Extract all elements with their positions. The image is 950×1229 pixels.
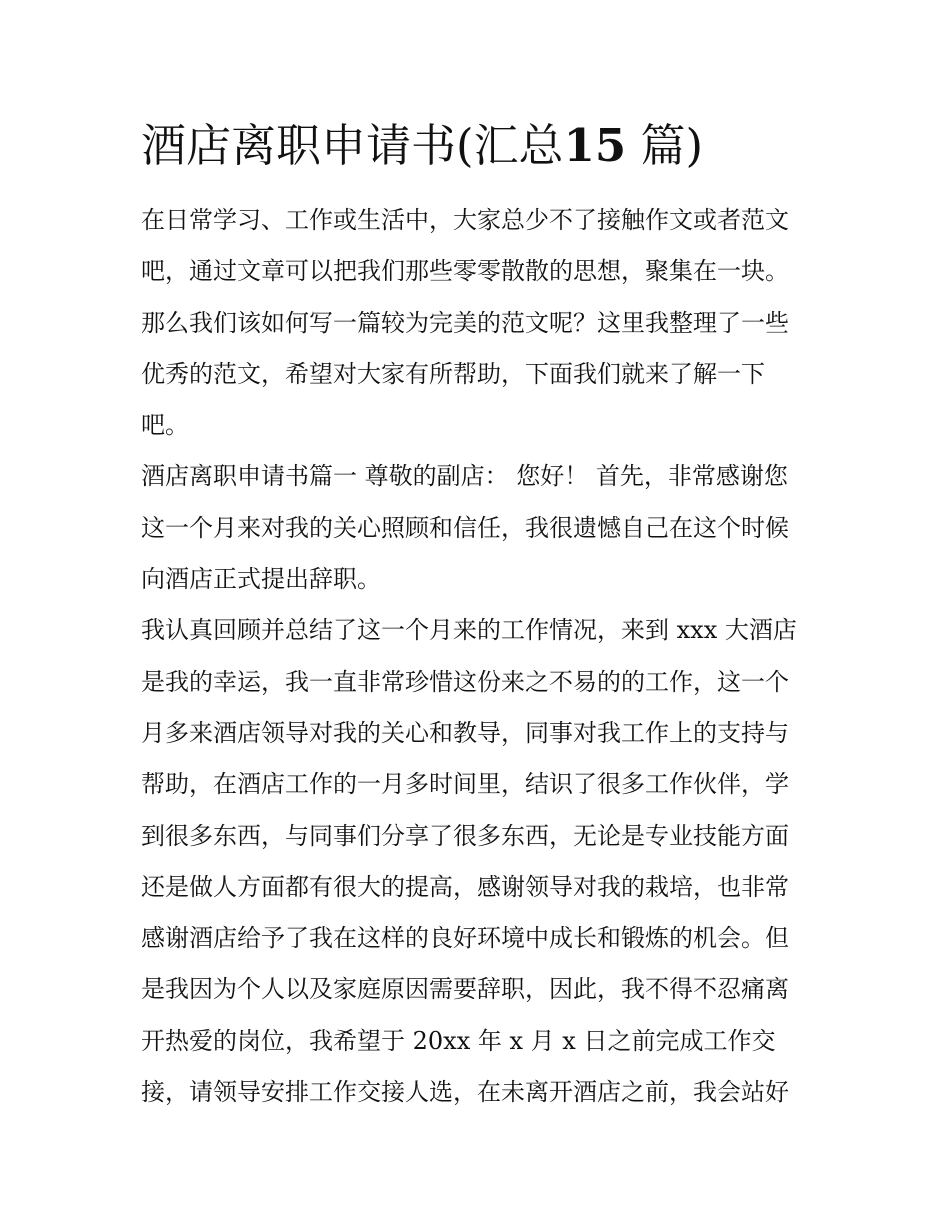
text-line: 我认真回顾并总结了这一个月来的工作情况，来到 xxx 大酒店 [141,616,797,645]
text-line: 这一个月来对我的关心照顾和信任，我很遗憾自己在这个时候 [141,513,789,542]
text-line: 在日常学习、工作或生活中，大家总少不了接触作文或者范文 [141,206,789,234]
text-line: 帮助，在酒店工作的一月多时间里，结识了很多工作伙伴，学 [141,770,789,799]
text-line: 是我因为个人以及家庭原因需要辞职，因此，我不得不忍痛离 [141,975,789,1004]
text-line: 酒店离职申请书篇一 尊敬的副店： 您好！ 首先，非常感谢您 [141,462,788,491]
text-line: 优秀的范文，希望对大家有所帮助，下面我们就来了解一下 [141,359,765,388]
text-line: 接，请领导安排工作交接人选，在未离开酒店之前，我会站好 [141,1078,789,1107]
text-line: 那么我们该如何写一篇较为完美的范文呢？这里我整理了一些 [141,308,789,337]
text-line: 月多来酒店领导对我的关心和教导，同事对我工作上的支持与 [141,718,789,747]
text-line: 到很多东西，与同事们分享了很多东西，无论是专业技能方面 [141,821,789,850]
text-line: 还是做人方面都有很大的提高，感谢领导对我的栽培，也非常 [141,872,789,901]
text-line: 感谢酒店给予了我在这样的良好环境中成长和锻炼的机会。但 [141,924,789,953]
text-line: 向酒店正式提出辞职。 [141,565,381,594]
title-prefix: 酒店离职申请书(汇总 [141,119,564,172]
text-line: 吧，通过文章可以把我们那些零零散散的思想，聚集在一块。 [141,257,789,286]
text-line: 是我的幸运，我一直非常珍惜这份来之不易的的工作，这一个 [141,667,789,696]
title-suffix: 篇) [640,119,704,172]
text-line: 开热爱的岗位，我希望于 20xx 年 x 月 x 日之前完成工作交 [141,1026,776,1055]
page-title [141,116,821,176]
text-line: 吧。 [141,411,189,440]
title-number: 15 [563,119,627,172]
document-body [141,195,831,1118]
